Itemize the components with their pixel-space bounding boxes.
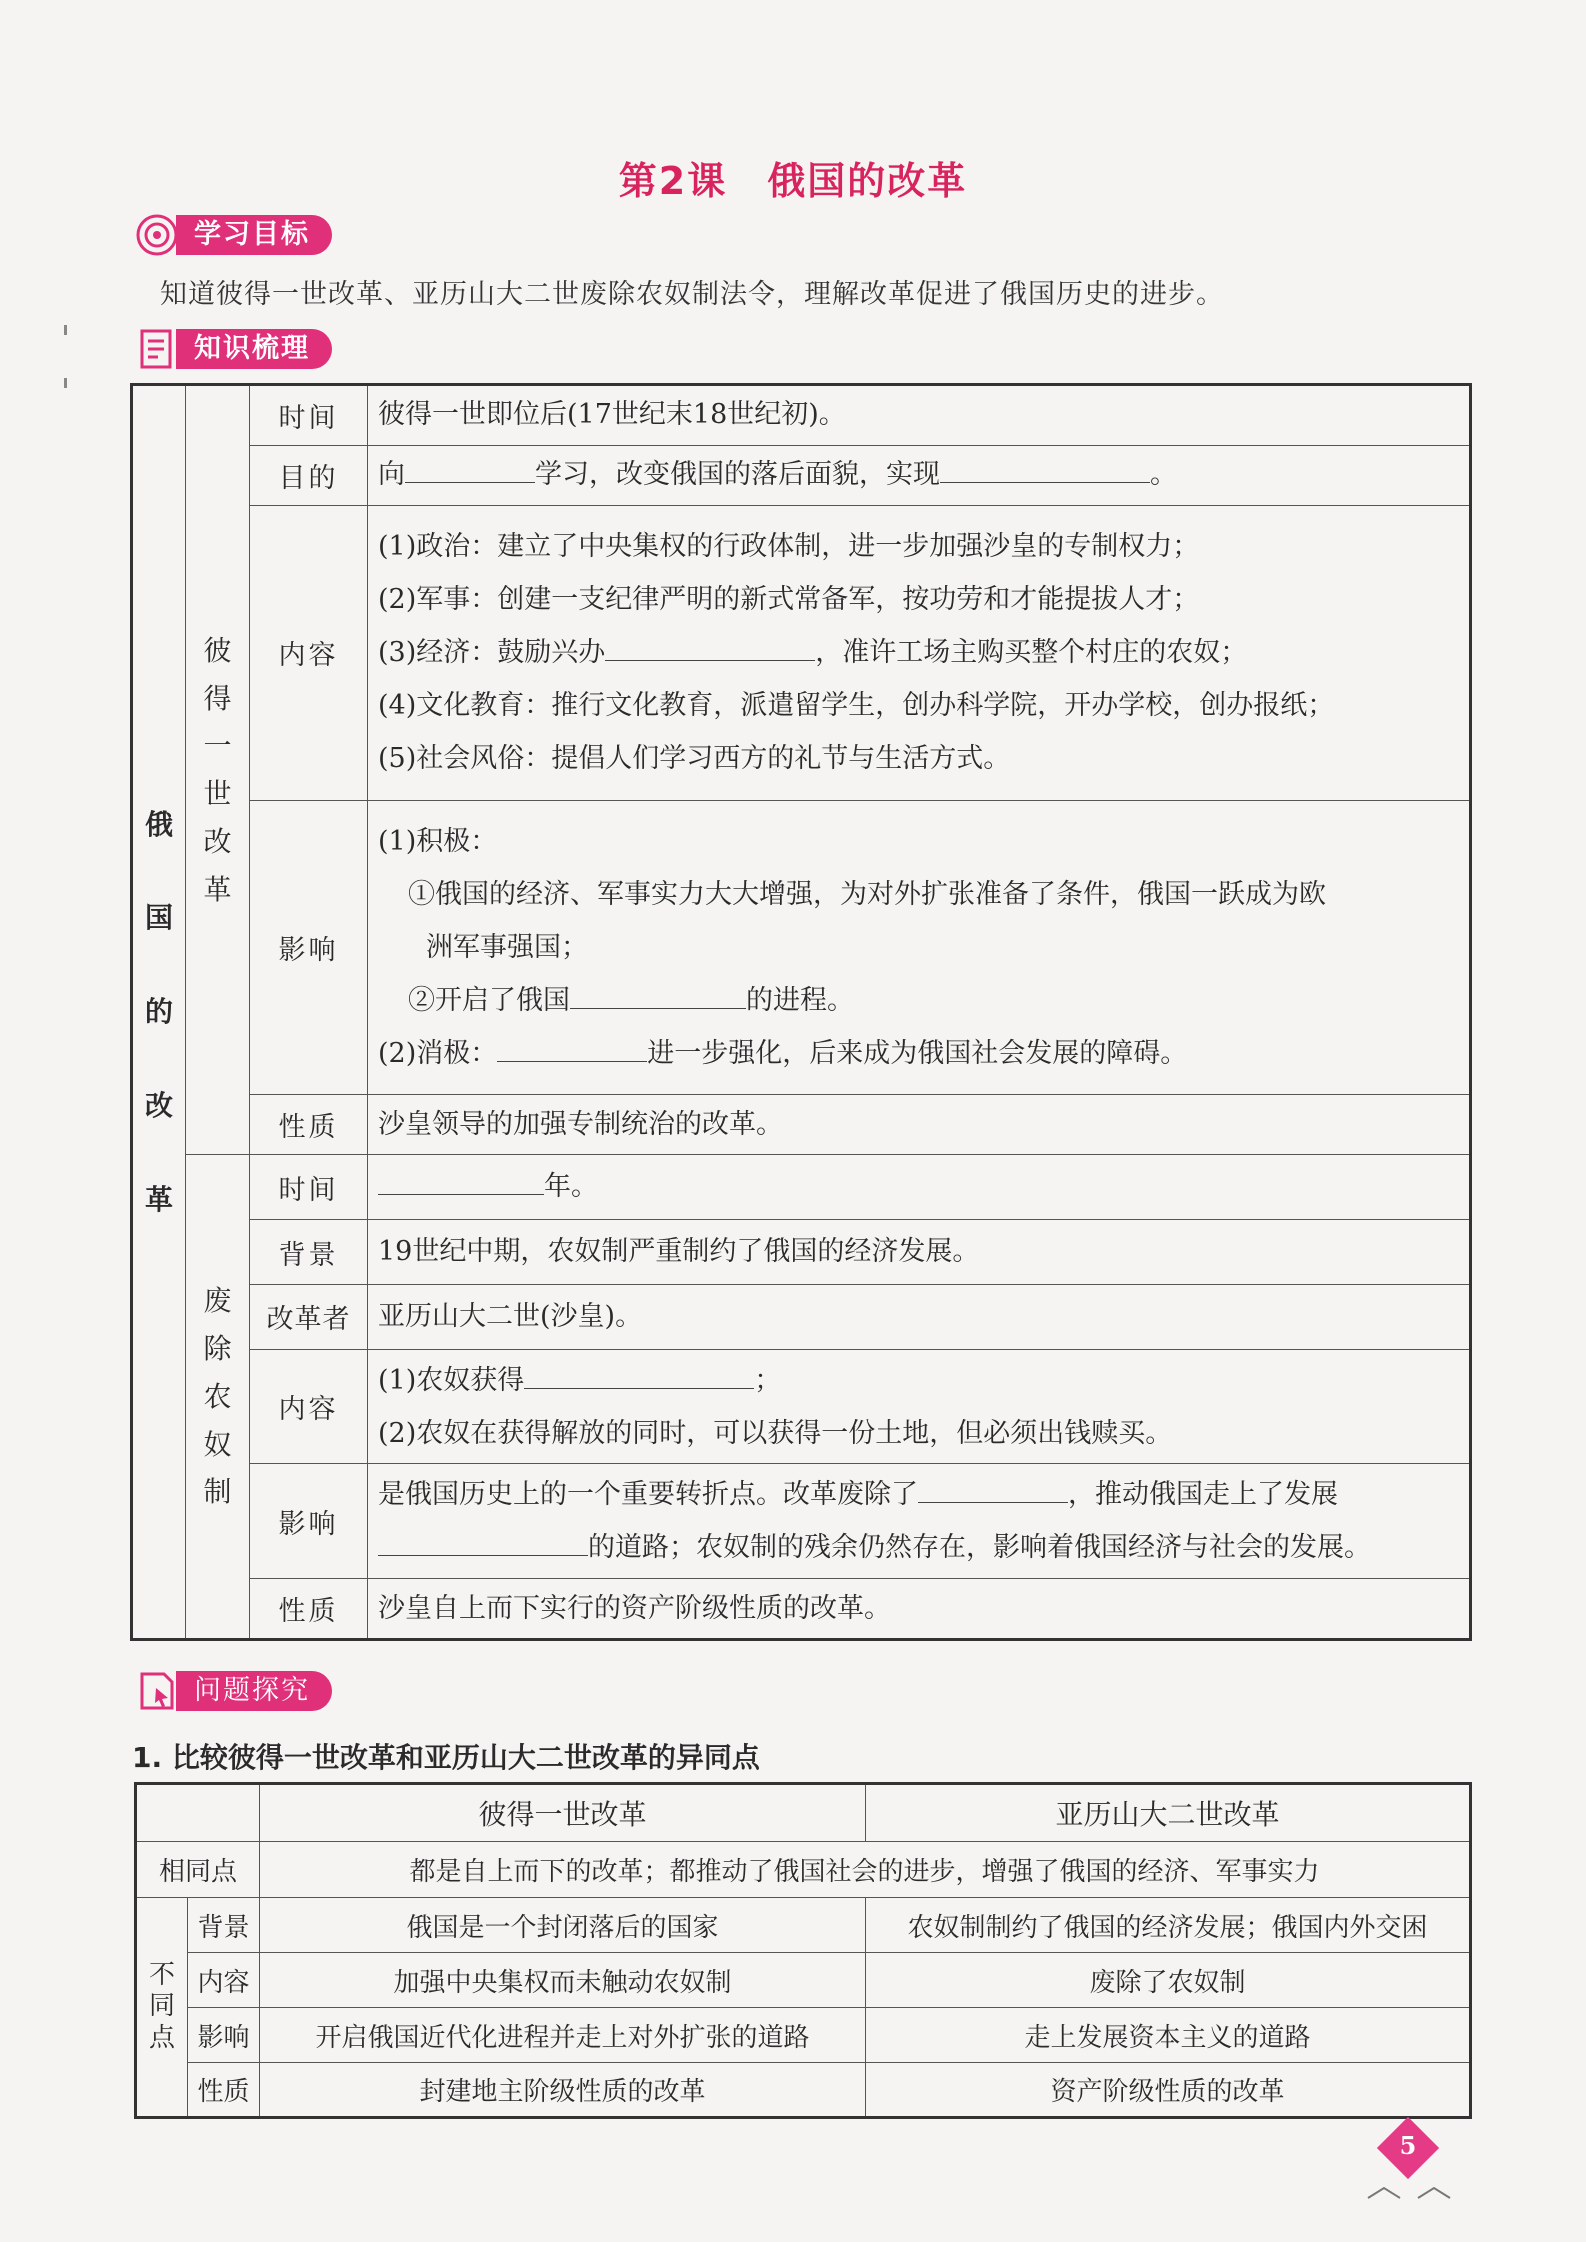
- serf-content: (1)农奴获得 ； (2)农奴在获得解放的同时，可以获得一份土地，但必须出钱赎买。: [368, 1349, 1471, 1464]
- table-row: [132, 1155, 1471, 1220]
- serf-reformer-label: 改革者: [250, 1284, 368, 1349]
- peter-nature: 沙皇领导的加强专制统治的改革。: [368, 1094, 1471, 1155]
- peter-content-label: 内容: [250, 506, 368, 800]
- section-knowledge: [134, 326, 332, 372]
- diff-alexander: 废除了农奴制: [866, 1953, 1471, 2008]
- peter-nature-label: 性质: [250, 1094, 368, 1155]
- chevron-up-icon: [1414, 2182, 1454, 2202]
- serf-abolition-label: 废 除 农 奴 制: [186, 1155, 250, 1640]
- peter-content: (1)政治：建立了中央集权的行政体制，进一步加强沙皇的专制权力； (2)军事：创建一支纪律严明的新式常备军，按功劳和才能提拔人才； (3)经济：鼓励兴办 ，准许工场主购买整个村庄的农奴； (4)文化教育：推行文化教育，派遣留学生，创办科学院，开办学校，创办报纸； (5)社会风俗：提倡人们学习西方的礼节与生活方式。: [368, 506, 1471, 800]
- fill-blank[interactable]: [405, 460, 535, 483]
- fill-blank[interactable]: [378, 1172, 544, 1195]
- table-row: [132, 800, 1471, 1094]
- table-row: [136, 1898, 1471, 1953]
- serf-bg-label: 背景: [250, 1220, 368, 1285]
- target-icon: [134, 212, 180, 258]
- diff-peter: 开启俄国近代化进程并走上对外扩张的道路: [260, 2008, 866, 2063]
- peter-time: 彼得一世即位后(17世纪末18世纪初)。: [368, 385, 1471, 446]
- peter-goal-label: 目的: [250, 445, 368, 506]
- serf-bg: 19世纪中期，农奴制严重制约了俄国的经济发展。: [368, 1220, 1471, 1285]
- fill-blank[interactable]: [570, 986, 746, 1009]
- same-label: 相同点: [136, 1842, 260, 1898]
- diff-alexander: 农奴制制约了俄国的经济发展；俄国内外交困: [866, 1898, 1471, 1953]
- page-title: [0, 150, 1586, 205]
- section-objectives-label: 学习目标: [176, 215, 332, 255]
- section-knowledge-label: 知识梳理: [176, 329, 332, 369]
- notebook-icon: [134, 326, 180, 372]
- section-objectives: [134, 212, 332, 258]
- peter-impact-label: 影响: [250, 800, 368, 1094]
- lesson-name: 俄国的改革: [767, 159, 968, 203]
- serf-nature-label: 性质: [250, 1579, 368, 1640]
- diff-alexander: 走上发展资本主义的道路: [866, 2008, 1471, 2063]
- document-cursor-icon: [134, 1668, 180, 1714]
- serf-impact-label: 影响: [250, 1464, 368, 1579]
- serf-nature: 沙皇自上而下实行的资产阶级性质的改革。: [368, 1579, 1471, 1640]
- table-row: [132, 1579, 1471, 1640]
- section-inquiry: [134, 1668, 332, 1714]
- serf-reformer: 亚历山大二世(沙皇)。: [368, 1284, 1471, 1349]
- col-header-peter: 彼得一世改革: [260, 1784, 866, 1842]
- knowledge-table: [130, 383, 1472, 1641]
- table-row: [136, 2008, 1471, 2063]
- section-inquiry-label: 问题探究: [176, 1671, 332, 1711]
- same-text: 都是自上而下的改革；都推动了俄国社会的进步，增强了俄国的经济、军事实力: [260, 1842, 1471, 1898]
- table-row: [132, 1464, 1471, 1579]
- fill-blank[interactable]: [940, 460, 1150, 483]
- diff-row-label: 背景: [188, 1898, 260, 1953]
- comparison-table: [134, 1782, 1472, 2119]
- table-row: [132, 1220, 1471, 1285]
- table-row: [136, 1842, 1471, 1898]
- margin-mark: [64, 325, 67, 335]
- fill-blank[interactable]: [378, 1533, 588, 1556]
- diff-row-label: 内容: [188, 1953, 260, 2008]
- diff-peter: 俄国是一个封闭落后的国家: [260, 1898, 866, 1953]
- serf-impact: 是俄国历史上的一个重要转折点。改革废除了 ，推动俄国走上了发展 的道路；农奴制的残余仍然存在，影响着俄国经济与社会的发展。: [368, 1464, 1471, 1579]
- fill-blank[interactable]: [605, 638, 815, 661]
- table-row: [136, 1784, 1471, 1842]
- table-row: [132, 1284, 1471, 1349]
- diff-peter: 加强中央集权而未触动农奴制: [260, 1953, 866, 2008]
- fill-blank[interactable]: [918, 1480, 1068, 1503]
- diff-peter: 封建地主阶级性质的改革: [260, 2063, 866, 2118]
- page-number: 5: [1399, 2131, 1417, 2160]
- diff-row-label: 影响: [188, 2008, 260, 2063]
- diff-label: 不 同 点: [136, 1898, 188, 2118]
- table-row: [132, 445, 1471, 506]
- margin-mark: [64, 378, 67, 388]
- col-header-alexander: 亚历山大二世改革: [866, 1784, 1471, 1842]
- objective-text: 知道彼得一世改革、亚历山大二世废除农奴制法令，理解改革促进了俄国历史的进步。: [160, 279, 1224, 310]
- main-label-vertical: 俄 国 的 改 革: [132, 385, 186, 1640]
- peter-reform-label: 彼 得 一 世 改 革: [186, 385, 250, 1155]
- inquiry-question: 1. 比较彼得一世改革和亚历山大二世改革的异同点: [132, 1741, 760, 1774]
- table-row: [132, 1094, 1471, 1155]
- fill-blank[interactable]: [497, 1039, 647, 1062]
- table-row: [132, 506, 1471, 800]
- lesson-number: 第2课: [618, 159, 728, 203]
- diff-row-label: 性质: [188, 2063, 260, 2118]
- peter-goal: 向 学习，改变俄国的落后面貌，实现 。: [368, 445, 1471, 506]
- diff-alexander: 资产阶级性质的改革: [866, 2063, 1471, 2118]
- peter-impact: (1)积极： ①俄国的经济、军事实力大大增强，为对外扩张准备了条件，俄国一跃成为欧 洲军事强国； ②开启了俄国 的进程。 (2)消极： 进一步强化，后来成为俄国社会发展的障碍。: [368, 800, 1471, 1094]
- serf-time-label: 时间: [250, 1155, 368, 1220]
- corner-cell: [136, 1784, 260, 1842]
- table-row: [136, 2063, 1471, 2118]
- serf-content-label: 内容: [250, 1349, 368, 1464]
- peter-time-label: 时间: [250, 385, 368, 446]
- table-row: [132, 385, 1471, 446]
- table-row: [136, 1953, 1471, 2008]
- chevron-up-icon: [1364, 2182, 1404, 2202]
- serf-time: 年。: [368, 1155, 1471, 1220]
- table-row: [132, 1349, 1471, 1464]
- fill-blank[interactable]: [524, 1366, 754, 1389]
